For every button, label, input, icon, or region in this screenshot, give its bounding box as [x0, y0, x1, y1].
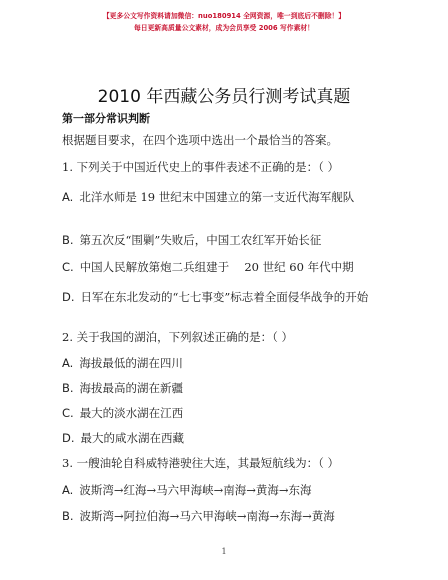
- question-2-option-a: [62, 356, 394, 371]
- page-number: 1: [221, 547, 227, 556]
- question-2-stem: 2. 关于我国的湖泊，下列叙述正确的是：（ ）: [62, 330, 294, 344]
- question-2-option-c: [62, 406, 394, 421]
- option-letter: B.: [62, 509, 74, 523]
- option-text: 波斯湾→阿拉伯海→马六甲海峡→南海→东海→黄海: [79, 509, 335, 523]
- option-text: 波斯湾→红海→马六甲海峡→南海→黄海→东海: [79, 483, 312, 497]
- question-3-stem: 3. 一艘油轮自科威特港驶往大连，其最短航线为：（ ）: [62, 456, 340, 470]
- question-1-option-c: [62, 260, 394, 275]
- instruction-text: 根据题目要求，在四个选项中选出一个最恰当的答案。: [62, 133, 338, 147]
- option-text: 最大的淡水湖在江西: [79, 406, 184, 420]
- option-letter: A.: [62, 356, 74, 370]
- question-1-option-a: [62, 187, 394, 207]
- option-letter: C.: [62, 260, 74, 274]
- option-text: 中国人民解放第炮二兵组建于 20 世纪 60 年代中期: [79, 260, 354, 274]
- promo-banner-line-1: 【更多公文写作资料请加微信：nuo180914 全网资源，唯一到底后不删除！】: [102, 12, 346, 20]
- question-2-option-b: [62, 381, 394, 396]
- option-letter: B.: [62, 381, 74, 395]
- promo-banner-line-2: 每日更新高质量公文素材，成为会员享受 2006 写作素材！: [134, 24, 314, 32]
- option-text: 海拔最高的湖在新疆: [79, 381, 184, 395]
- question-3-option-b: [62, 509, 394, 524]
- document-title: 2010 年西藏公务员行测考试真题: [97, 87, 351, 107]
- question-1-stem: 1. 下列关于中国近代史上的事件表述不正确的是：（ ）: [62, 160, 340, 174]
- question-2-option-d: [62, 431, 394, 446]
- option-text: 北洋水师是 19 世纪末中国建立的第一支近代海军舰队: [79, 190, 355, 204]
- option-text: 第五次反“围剿”失败后，中国工农红军开始长征: [79, 233, 322, 247]
- section-heading: 第一部分常识判断: [62, 112, 150, 125]
- option-letter: A.: [62, 483, 74, 497]
- option-text: 日军在东北发动的“七七事变”标志着全面侵华战争的开始: [80, 290, 369, 304]
- option-text: 最大的咸水湖在西藏: [80, 431, 185, 445]
- option-letter: C.: [62, 406, 74, 420]
- option-letter: B.: [62, 233, 74, 247]
- option-letter: A.: [62, 190, 74, 204]
- option-letter: D.: [62, 290, 75, 304]
- question-1-option-d: [62, 287, 394, 307]
- question-1-option-b: [62, 233, 394, 248]
- option-text: 海拔最低的湖在四川: [79, 356, 183, 370]
- question-3-option-a: [62, 483, 394, 498]
- option-letter: D.: [62, 431, 75, 445]
